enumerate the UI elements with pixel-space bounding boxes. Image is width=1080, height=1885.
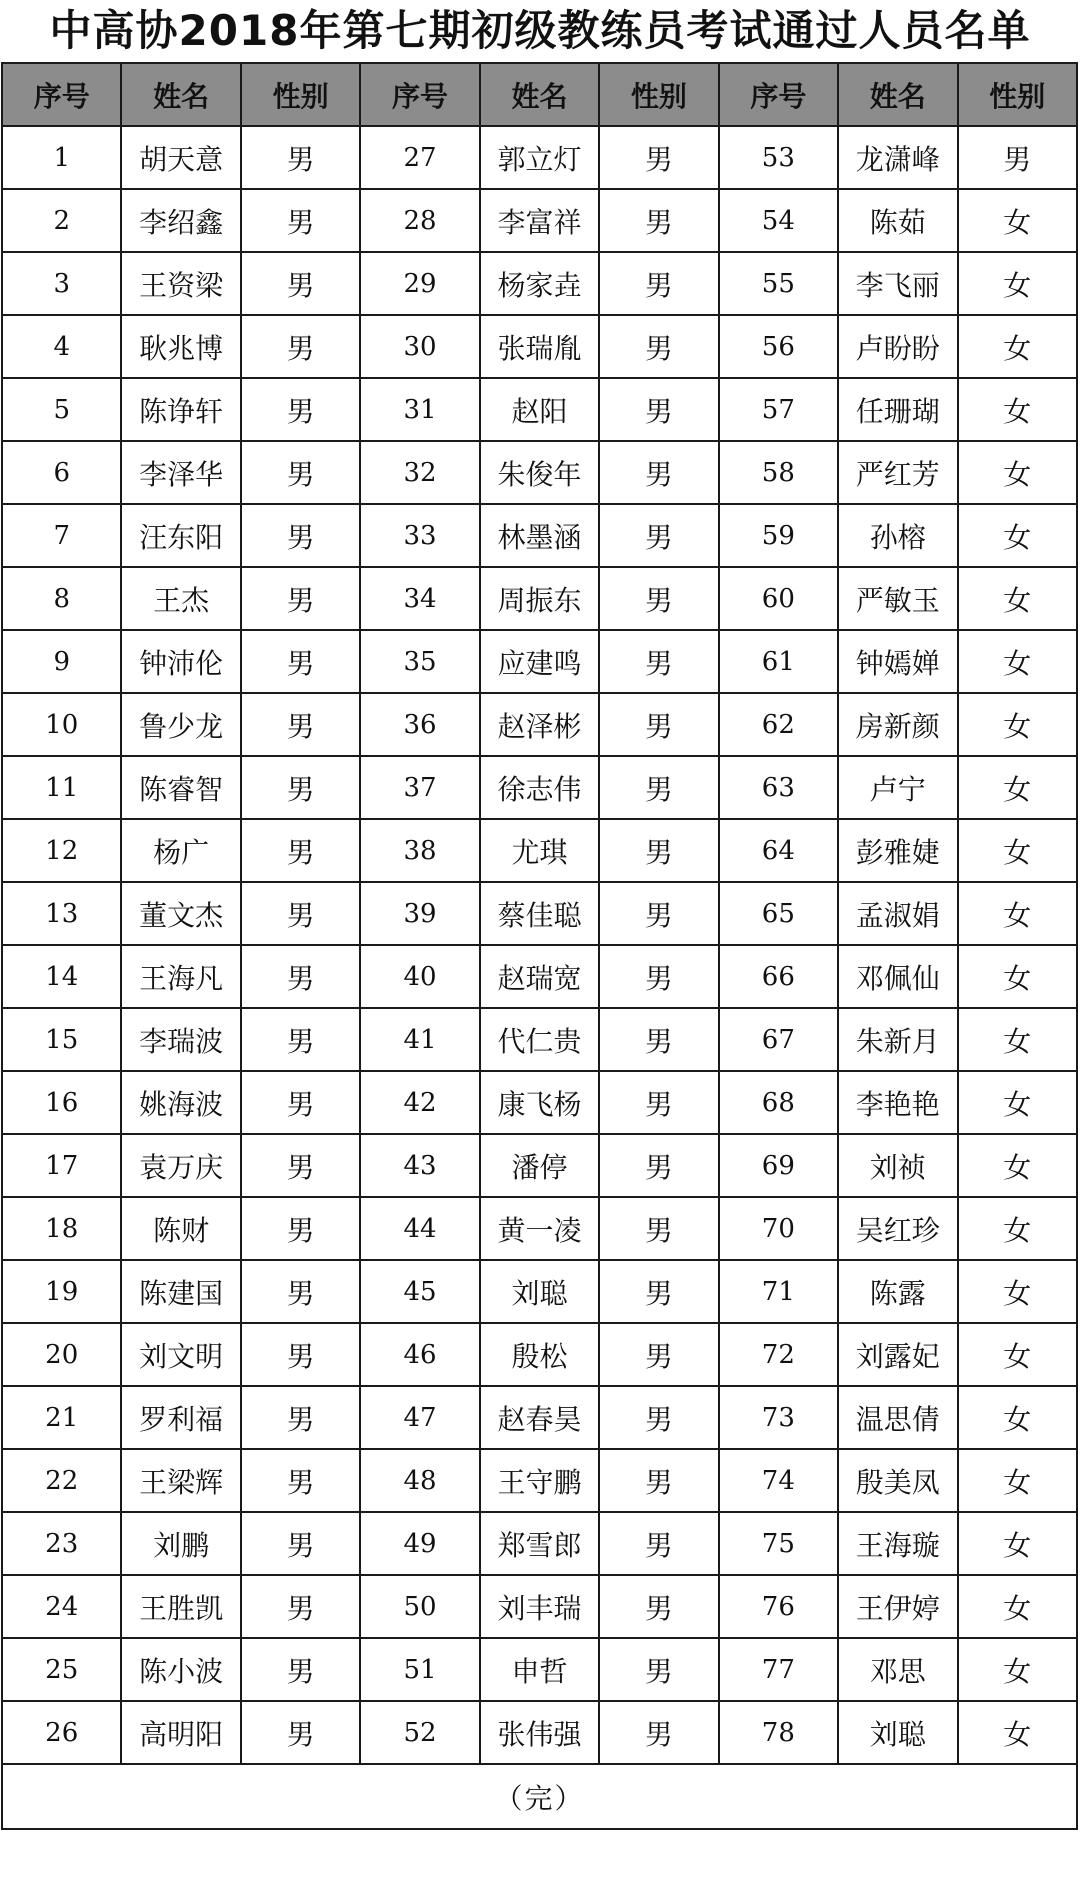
gender-cell: 男 [241,1701,360,1764]
index-cell: 70 [719,1197,838,1260]
name-cell: 陈茹 [838,189,957,252]
gender-cell: 男 [599,189,718,252]
name-cell: 郭立灯 [480,126,599,189]
gender-cell: 女 [958,441,1078,504]
gender-cell: 女 [958,819,1078,882]
index-cell: 25 [2,1638,121,1701]
name-cell: 汪东阳 [121,504,240,567]
name-cell: 朱新月 [838,1008,957,1071]
name-cell: 严敏玉 [838,567,957,630]
table-row [2,252,1077,315]
gender-cell: 男 [599,1638,718,1701]
gender-cell: 男 [241,945,360,1008]
gender-cell: 女 [958,1638,1078,1701]
name-cell: 赵泽彬 [480,693,599,756]
header-name: 姓名 [838,63,957,126]
index-cell: 16 [2,1071,121,1134]
gender-cell: 男 [241,504,360,567]
gender-cell: 男 [241,189,360,252]
index-cell: 36 [360,693,479,756]
index-cell: 15 [2,1008,121,1071]
gender-cell: 女 [958,945,1078,1008]
gender-cell: 女 [958,1197,1078,1260]
index-cell: 63 [719,756,838,819]
name-cell: 陈财 [121,1197,240,1260]
index-cell: 18 [2,1197,121,1260]
table-row [2,1512,1077,1575]
gender-cell: 女 [958,252,1078,315]
table-row [2,1449,1077,1512]
gender-cell: 女 [958,1008,1078,1071]
gender-cell: 男 [599,126,718,189]
index-cell: 71 [719,1260,838,1323]
index-cell: 69 [719,1134,838,1197]
table-row [2,1197,1077,1260]
index-cell: 8 [2,567,121,630]
name-cell: 刘丰瑞 [480,1575,599,1638]
table-row [2,693,1077,756]
table-row [2,819,1077,882]
name-cell: 陈睿智 [121,756,240,819]
gender-cell: 男 [599,1008,718,1071]
gender-cell: 男 [599,1575,718,1638]
gender-cell: 男 [241,1197,360,1260]
gender-cell: 男 [241,315,360,378]
gender-cell: 男 [241,1512,360,1575]
index-cell: 39 [360,882,479,945]
name-cell: 孟淑娟 [838,882,957,945]
gender-cell: 男 [599,504,718,567]
index-cell: 19 [2,1260,121,1323]
name-cell: 邓思 [838,1638,957,1701]
index-cell: 23 [2,1512,121,1575]
table-row [2,1008,1077,1071]
gender-cell: 男 [241,1386,360,1449]
header-name: 姓名 [480,63,599,126]
index-cell: 67 [719,1008,838,1071]
name-cell: 康飞杨 [480,1071,599,1134]
name-cell: 赵春昊 [480,1386,599,1449]
gender-cell: 男 [241,441,360,504]
index-cell: 32 [360,441,479,504]
gender-cell: 男 [241,630,360,693]
gender-cell: 男 [599,1197,718,1260]
name-cell: 李富祥 [480,189,599,252]
name-cell: 王胜凯 [121,1575,240,1638]
table-header [2,63,1077,126]
index-cell: 75 [719,1512,838,1575]
name-cell: 胡天意 [121,126,240,189]
gender-cell: 男 [599,1071,718,1134]
gender-cell: 男 [599,1323,718,1386]
name-cell: 王海凡 [121,945,240,1008]
name-cell: 张瑞胤 [480,315,599,378]
table-row [2,126,1077,189]
gender-cell: 男 [599,1134,718,1197]
table-row [2,1323,1077,1386]
name-cell: 潘停 [480,1134,599,1197]
table-row [2,567,1077,630]
index-cell: 48 [360,1449,479,1512]
name-cell: 吴红珍 [838,1197,957,1260]
name-cell: 应建鸣 [480,630,599,693]
index-cell: 61 [719,630,838,693]
index-cell: 43 [360,1134,479,1197]
index-cell: 22 [2,1449,121,1512]
gender-cell: 男 [241,1008,360,1071]
index-cell: 78 [719,1701,838,1764]
header-gender: 性别 [599,63,718,126]
name-cell: 袁万庆 [121,1134,240,1197]
name-cell: 陈诤轩 [121,378,240,441]
gender-cell: 女 [958,1134,1078,1197]
table-row [2,315,1077,378]
gender-cell: 女 [958,1323,1078,1386]
gender-cell: 男 [241,126,360,189]
gender-cell: 女 [958,189,1078,252]
index-cell: 45 [360,1260,479,1323]
name-cell: 严红芳 [838,441,957,504]
name-cell: 杨家垚 [480,252,599,315]
header-gender: 性别 [241,63,360,126]
name-cell: 刘文明 [121,1323,240,1386]
name-cell: 刘聪 [838,1701,957,1764]
index-cell: 54 [719,189,838,252]
gender-cell: 男 [241,1260,360,1323]
index-cell: 3 [2,252,121,315]
index-cell: 33 [360,504,479,567]
page-title: 中高协2018年第七期初级教练员考试通过人员名单 [49,6,1031,55]
name-cell: 赵阳 [480,378,599,441]
table-row [2,441,1077,504]
index-cell: 34 [360,567,479,630]
index-cell: 65 [719,882,838,945]
table-row [2,1071,1077,1134]
gender-cell: 男 [241,756,360,819]
gender-cell: 女 [958,1512,1078,1575]
name-cell: 殷美凤 [838,1449,957,1512]
name-cell: 代仁贵 [480,1008,599,1071]
header-name: 姓名 [121,63,240,126]
index-cell: 76 [719,1575,838,1638]
name-cell: 张伟强 [480,1701,599,1764]
index-cell: 9 [2,630,121,693]
index-cell: 14 [2,945,121,1008]
name-cell: 李艳艳 [838,1071,957,1134]
index-cell: 53 [719,126,838,189]
table-row [2,756,1077,819]
header-gender: 性别 [958,63,1078,126]
index-cell: 13 [2,882,121,945]
name-cell: 尤琪 [480,819,599,882]
name-cell: 陈小波 [121,1638,240,1701]
gender-cell: 男 [241,882,360,945]
name-cell: 董文杰 [121,882,240,945]
gender-cell: 男 [241,1575,360,1638]
name-cell: 邓佩仙 [838,945,957,1008]
index-cell: 30 [360,315,479,378]
table-row [2,504,1077,567]
index-cell: 60 [719,567,838,630]
index-cell: 10 [2,693,121,756]
index-cell: 50 [360,1575,479,1638]
index-cell: 40 [360,945,479,1008]
index-cell: 11 [2,756,121,819]
table-row [2,1638,1077,1701]
name-cell: 黄一凌 [480,1197,599,1260]
gender-cell: 女 [958,1260,1078,1323]
name-cell: 钟沛伦 [121,630,240,693]
index-cell: 56 [719,315,838,378]
name-cell: 殷松 [480,1323,599,1386]
gender-cell: 男 [241,693,360,756]
index-cell: 74 [719,1449,838,1512]
index-cell: 66 [719,945,838,1008]
index-cell: 51 [360,1638,479,1701]
table-row [2,378,1077,441]
gender-cell: 男 [599,819,718,882]
index-cell: 73 [719,1386,838,1449]
gender-cell: 女 [958,882,1078,945]
gender-cell: 女 [958,1701,1078,1764]
gender-cell: 男 [241,1449,360,1512]
gender-cell: 男 [599,945,718,1008]
gender-cell: 女 [958,756,1078,819]
index-cell: 29 [360,252,479,315]
gender-cell: 男 [599,567,718,630]
gender-cell: 男 [599,315,718,378]
index-cell: 62 [719,693,838,756]
gender-cell: 男 [599,1386,718,1449]
name-cell: 陈露 [838,1260,957,1323]
gender-cell: 女 [958,378,1078,441]
name-cell: 钟嫣婵 [838,630,957,693]
header-row [2,63,1077,126]
index-cell: 7 [2,504,121,567]
table-row [2,1701,1077,1764]
name-cell: 李绍鑫 [121,189,240,252]
index-cell: 38 [360,819,479,882]
gender-cell: 男 [958,126,1078,189]
header-index: 序号 [719,63,838,126]
table-row [2,945,1077,1008]
index-cell: 26 [2,1701,121,1764]
name-cell: 耿兆博 [121,315,240,378]
gender-cell: 男 [599,441,718,504]
gender-cell: 男 [599,1260,718,1323]
gender-cell: 男 [599,1701,718,1764]
name-cell: 龙潇峰 [838,126,957,189]
gender-cell: 女 [958,567,1078,630]
index-cell: 6 [2,441,121,504]
gender-cell: 男 [599,693,718,756]
index-cell: 28 [360,189,479,252]
index-cell: 12 [2,819,121,882]
gender-cell: 男 [241,1638,360,1701]
index-cell: 64 [719,819,838,882]
header-index: 序号 [2,63,121,126]
name-cell: 刘聪 [480,1260,599,1323]
index-cell: 46 [360,1323,479,1386]
gender-cell: 女 [958,1071,1078,1134]
name-cell: 温思倩 [838,1386,957,1449]
name-cell: 姚海波 [121,1071,240,1134]
name-cell: 高明阳 [121,1701,240,1764]
index-cell: 20 [2,1323,121,1386]
index-cell: 52 [360,1701,479,1764]
index-cell: 37 [360,756,479,819]
name-cell: 赵瑞宽 [480,945,599,1008]
name-cell: 房新颜 [838,693,957,756]
name-cell: 徐志伟 [480,756,599,819]
name-cell: 罗利福 [121,1386,240,1449]
gender-cell: 男 [599,378,718,441]
index-cell: 31 [360,378,479,441]
index-cell: 21 [2,1386,121,1449]
gender-cell: 女 [958,1575,1078,1638]
index-cell: 35 [360,630,479,693]
name-cell: 刘祯 [838,1134,957,1197]
index-cell: 58 [719,441,838,504]
index-cell: 49 [360,1512,479,1575]
index-cell: 4 [2,315,121,378]
gender-cell: 女 [958,315,1078,378]
index-cell: 55 [719,252,838,315]
name-cell: 林墨涵 [480,504,599,567]
name-cell: 朱俊年 [480,441,599,504]
index-cell: 2 [2,189,121,252]
header-index: 序号 [360,63,479,126]
name-cell: 彭雅婕 [838,819,957,882]
name-cell: 李飞丽 [838,252,957,315]
end-marker: （完） [2,1764,1077,1829]
gender-cell: 女 [958,1386,1078,1449]
name-cell: 王海璇 [838,1512,957,1575]
index-cell: 57 [719,378,838,441]
name-cell: 任珊瑚 [838,378,957,441]
name-cell: 郑雪郎 [480,1512,599,1575]
index-cell: 17 [2,1134,121,1197]
index-cell: 1 [2,126,121,189]
index-cell: 72 [719,1323,838,1386]
table-row [2,1134,1077,1197]
table-row [2,1260,1077,1323]
name-cell: 周振东 [480,567,599,630]
name-cell: 申哲 [480,1638,599,1701]
index-cell: 44 [360,1197,479,1260]
index-cell: 68 [719,1071,838,1134]
name-cell: 刘鹏 [121,1512,240,1575]
index-cell: 77 [719,1638,838,1701]
name-cell: 李瑞波 [121,1008,240,1071]
name-cell: 卢盼盼 [838,315,957,378]
gender-cell: 男 [599,252,718,315]
table-row [2,630,1077,693]
gender-cell: 男 [599,756,718,819]
gender-cell: 男 [241,567,360,630]
name-cell: 刘露妃 [838,1323,957,1386]
gender-cell: 男 [599,630,718,693]
index-cell: 42 [360,1071,479,1134]
index-cell: 47 [360,1386,479,1449]
gender-cell: 女 [958,693,1078,756]
gender-cell: 女 [958,504,1078,567]
gender-cell: 男 [241,252,360,315]
name-cell: 蔡佳聪 [480,882,599,945]
index-cell: 41 [360,1008,479,1071]
index-cell: 59 [719,504,838,567]
name-cell: 王杰 [121,567,240,630]
gender-cell: 女 [958,630,1078,693]
gender-cell: 女 [958,1449,1078,1512]
gender-cell: 男 [241,1071,360,1134]
gender-cell: 男 [241,378,360,441]
table-row [2,1575,1077,1638]
table-row [2,1386,1077,1449]
name-cell: 孙榕 [838,504,957,567]
name-cell: 卢宁 [838,756,957,819]
name-cell: 王伊婷 [838,1575,957,1638]
name-cell: 杨广 [121,819,240,882]
gender-cell: 男 [241,1134,360,1197]
gender-cell: 男 [599,1449,718,1512]
index-cell: 5 [2,378,121,441]
name-cell: 鲁少龙 [121,693,240,756]
gender-cell: 男 [599,882,718,945]
gender-cell: 男 [241,819,360,882]
gender-cell: 男 [241,1323,360,1386]
table-row [2,189,1077,252]
table-body [2,126,1077,1764]
name-cell: 王守鹏 [480,1449,599,1512]
name-cell: 王梁辉 [121,1449,240,1512]
table-row [2,882,1077,945]
name-cell: 李泽华 [121,441,240,504]
roster-table [1,62,1078,1830]
name-cell: 陈建国 [121,1260,240,1323]
gender-cell: 男 [599,1512,718,1575]
index-cell: 27 [360,126,479,189]
index-cell: 24 [2,1575,121,1638]
footer-row [2,1764,1077,1829]
name-cell: 王资梁 [121,252,240,315]
